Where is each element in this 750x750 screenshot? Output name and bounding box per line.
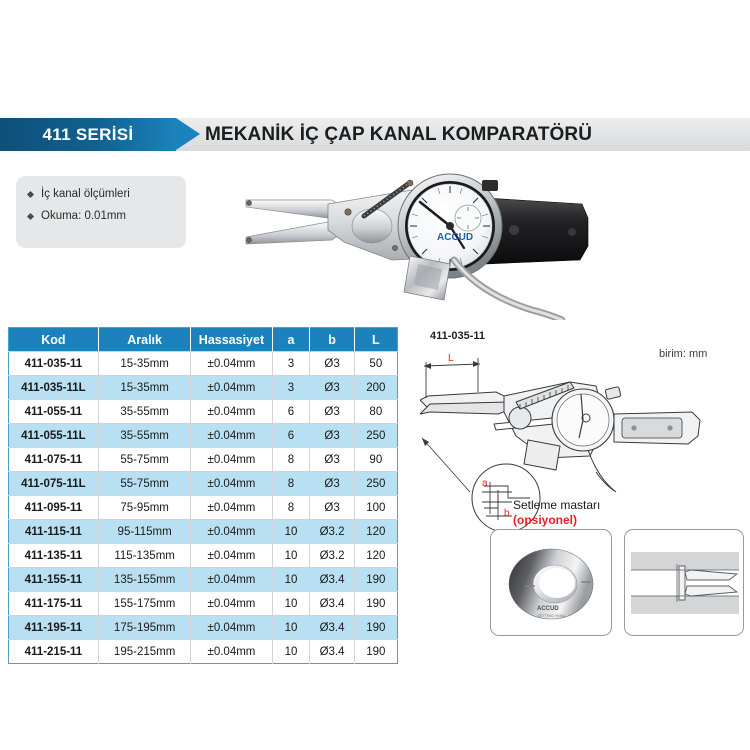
cell-kod: 411-055-11L — [9, 424, 99, 448]
column-header-hassasiyet: Hassasiyet — [191, 328, 272, 352]
cell-aralik: 115-135mm — [98, 544, 191, 568]
cell-a: 3 — [272, 376, 310, 400]
feature-text: Okuma: 0.01mm — [41, 210, 126, 222]
cross-section-diagram — [624, 529, 744, 636]
cell-aralik: 135-155mm — [98, 568, 191, 592]
table-row — [9, 448, 398, 472]
page-header-banner — [0, 118, 750, 151]
list-item — [28, 188, 130, 200]
cell-hassasiyet: ±0.04mm — [191, 520, 272, 544]
cell-hassasiyet: ±0.04mm — [191, 448, 272, 472]
cell-a: 10 — [272, 592, 310, 616]
cell-kod: 411-055-11 — [9, 400, 99, 424]
cell-b: Ø3 — [310, 424, 354, 448]
cell-aralik: 55-75mm — [98, 472, 191, 496]
table-row — [9, 616, 398, 640]
cell-kod: 411-035-11L — [9, 376, 99, 400]
table-row — [9, 520, 398, 544]
dimension-label-a: a — [482, 478, 488, 489]
table-row — [9, 472, 398, 496]
cell-l: 250 — [354, 472, 397, 496]
cell-l: 80 — [354, 400, 397, 424]
cell-aralik: 195-215mm — [98, 640, 191, 664]
specifications-table — [8, 327, 398, 664]
cell-hassasiyet: ±0.04mm — [191, 424, 272, 448]
cell-hassasiyet: ±0.04mm — [191, 472, 272, 496]
dial-brand-text: ACCUD — [437, 232, 474, 243]
product-photo — [232, 160, 602, 320]
cell-a: 10 — [272, 640, 310, 664]
cell-kod: 411-095-11 — [9, 496, 99, 520]
diamond-bullet-icon — [27, 212, 34, 219]
cell-kod: 411-075-11 — [9, 448, 99, 472]
cell-b: Ø3.2 — [310, 544, 354, 568]
cell-aralik: 175-195mm — [98, 616, 191, 640]
table-row — [9, 592, 398, 616]
ring-brand-text: ACCUD — [537, 606, 559, 612]
column-header-a: a — [272, 328, 310, 352]
cell-kod: 411-035-11 — [9, 352, 99, 376]
cell-a: 10 — [272, 520, 310, 544]
cell-l: 190 — [354, 568, 397, 592]
cell-b: Ø3 — [310, 352, 354, 376]
cell-a: 8 — [272, 472, 310, 496]
cell-b: Ø3 — [310, 376, 354, 400]
feature-list — [28, 188, 130, 232]
cell-kod: 411-155-11 — [9, 568, 99, 592]
cell-a: 6 — [272, 424, 310, 448]
table-row — [9, 496, 398, 520]
cell-kod: 411-195-11 — [9, 616, 99, 640]
cell-l: 250 — [354, 424, 397, 448]
feature-text: İç kanal ölçümleri — [41, 188, 130, 200]
cell-l: 120 — [354, 520, 397, 544]
cell-hassasiyet: ±0.04mm — [191, 376, 272, 400]
list-item — [28, 210, 130, 222]
cell-kod: 411-075-11L — [9, 472, 99, 496]
cell-a: 8 — [272, 496, 310, 520]
cell-l: 100 — [354, 496, 397, 520]
cell-a: 10 — [272, 616, 310, 640]
column-header-aralik: Aralık — [98, 328, 191, 352]
table-row — [9, 376, 398, 400]
cell-b: Ø3 — [310, 496, 354, 520]
cell-aralik: 15-35mm — [98, 352, 191, 376]
cell-aralik: 155-175mm — [98, 592, 191, 616]
cell-b: Ø3 — [310, 472, 354, 496]
cell-b: Ø3.4 — [310, 640, 354, 664]
setting-ring-optional-label: (opsiyonel) — [513, 513, 578, 527]
column-header-b: b — [310, 328, 354, 352]
product-photo-caption: 411-035-11 — [430, 330, 486, 342]
svg-text:SETTING RING: SETTING RING — [537, 613, 566, 618]
table-row — [9, 424, 398, 448]
cell-l: 190 — [354, 592, 397, 616]
cell-a: 10 — [272, 568, 310, 592]
cell-hassasiyet: ±0.04mm — [191, 544, 272, 568]
cell-b: Ø3.4 — [310, 592, 354, 616]
cell-aralik: 35-55mm — [98, 424, 191, 448]
cell-aralik: 35-55mm — [98, 400, 191, 424]
cell-kod: 411-215-11 — [9, 640, 99, 664]
feature-box — [16, 176, 186, 248]
cell-kod: 411-135-11 — [9, 544, 99, 568]
unit-note: birim: mm — [659, 348, 708, 360]
cell-a: 6 — [272, 400, 310, 424]
setting-ring-label: Setleme mastarı — [513, 498, 601, 512]
table-row — [9, 544, 398, 568]
table-row — [9, 568, 398, 592]
column-header-kod: Kod — [9, 328, 99, 352]
table-row — [9, 352, 398, 376]
dimension-label-L: L — [448, 353, 454, 364]
cell-a: 3 — [272, 352, 310, 376]
cell-hassasiyet: ±0.04mm — [191, 616, 272, 640]
cell-l: 90 — [354, 448, 397, 472]
cell-kod: 411-115-11 — [9, 520, 99, 544]
table-row — [9, 640, 398, 664]
diamond-bullet-icon — [27, 190, 34, 197]
cell-kod: 411-175-11 — [9, 592, 99, 616]
table-row — [9, 400, 398, 424]
cell-hassasiyet: ±0.04mm — [191, 400, 272, 424]
cell-hassasiyet: ±0.04mm — [191, 640, 272, 664]
cell-aralik: 95-115mm — [98, 520, 191, 544]
cell-b: Ø3.2 — [310, 520, 354, 544]
cell-a: 8 — [272, 448, 310, 472]
setting-ring-photo — [490, 529, 612, 636]
cell-l: 200 — [354, 376, 397, 400]
cell-aralik: 15-35mm — [98, 376, 191, 400]
cell-aralik: 75-95mm — [98, 496, 191, 520]
cell-b: Ø3 — [310, 400, 354, 424]
cell-b: Ø3.4 — [310, 568, 354, 592]
cell-b: Ø3.4 — [310, 616, 354, 640]
cell-l: 120 — [354, 544, 397, 568]
table-header-row — [9, 328, 398, 352]
dimension-label-b: b — [504, 508, 510, 519]
column-header-l: L — [354, 328, 397, 352]
page-title: MEKANİK İÇ ÇAP KANAL KOMPARATÖRÜ — [205, 123, 593, 145]
cell-aralik: 55-75mm — [98, 448, 191, 472]
cell-l: 190 — [354, 616, 397, 640]
cell-hassasiyet: ±0.04mm — [191, 592, 272, 616]
cell-l: 190 — [354, 640, 397, 664]
cell-hassasiyet: ±0.04mm — [191, 496, 272, 520]
cell-b: Ø3 — [310, 448, 354, 472]
cell-l: 50 — [354, 352, 397, 376]
series-label: 411 SERİSİ — [42, 124, 134, 144]
cell-a: 10 — [272, 544, 310, 568]
cell-hassasiyet: ±0.04mm — [191, 568, 272, 592]
cell-hassasiyet: ±0.04mm — [191, 352, 272, 376]
setting-ring-callout — [513, 498, 600, 528]
table-body — [9, 352, 398, 664]
banner-arrow-icon — [176, 118, 200, 150]
